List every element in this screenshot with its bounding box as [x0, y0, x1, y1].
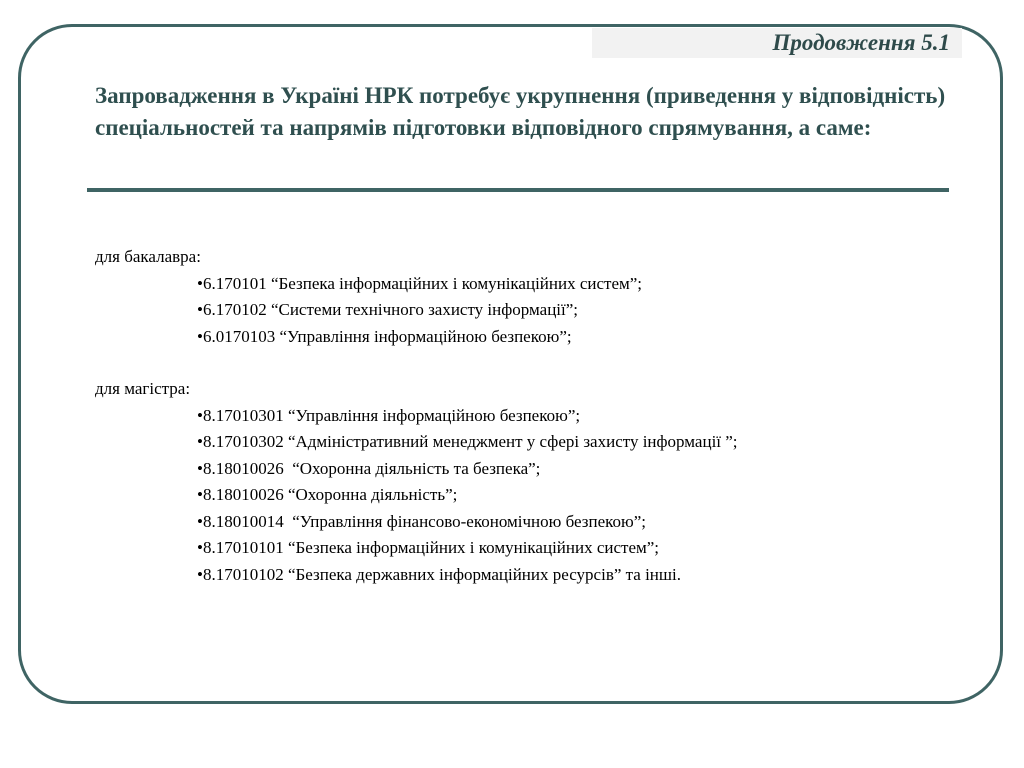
list-item: •8.18010014 “Управління фінансово-економічною безпекою”;	[197, 511, 646, 531]
list-item: •8.17010302 “Адміністративний менеджмент у сфері захисту інформації ”;	[197, 432, 738, 451]
master-label: для магістра:	[95, 379, 191, 398]
list-item: •6.170101 “Безпека інформаційних і комунікаційних систем”;	[197, 273, 643, 293]
continuation-label: Продовження 5.1	[592, 28, 962, 58]
list-item: •8.18010026 “Охоронна діяльність та безпека”;	[197, 458, 541, 478]
bachelor-label: для бакалавра:	[95, 247, 201, 266]
list-item: •6.170102 “Системи технічного захисту інформації”;	[197, 300, 579, 319]
list-item: •8.18010026 “Охоронна діяльність”;	[197, 485, 458, 504]
specialties-content	[95, 244, 985, 588]
section-gap	[95, 350, 985, 376]
headline-divider	[87, 188, 949, 192]
list-item: •8.17010301 “Управління інформаційною безпекою”;	[197, 405, 581, 425]
bachelor-list	[95, 271, 985, 351]
slide-headline: Запровадження в Україні НРК потребує укрупнення (приведення у відповідність) спеціальностей та напрямів підготовки відповідного спрямування, а саме:	[95, 83, 946, 140]
list-item: •8.17010102 “Безпека державних інформаційних ресурсів” та інші.	[197, 564, 681, 584]
master-list	[95, 403, 985, 589]
list-item: •6.0170103 “Управління інформаційною безпекою”;	[197, 326, 572, 346]
list-item: •8.17010101 “Безпека інформаційних і комунікаційних систем”;	[197, 538, 660, 557]
